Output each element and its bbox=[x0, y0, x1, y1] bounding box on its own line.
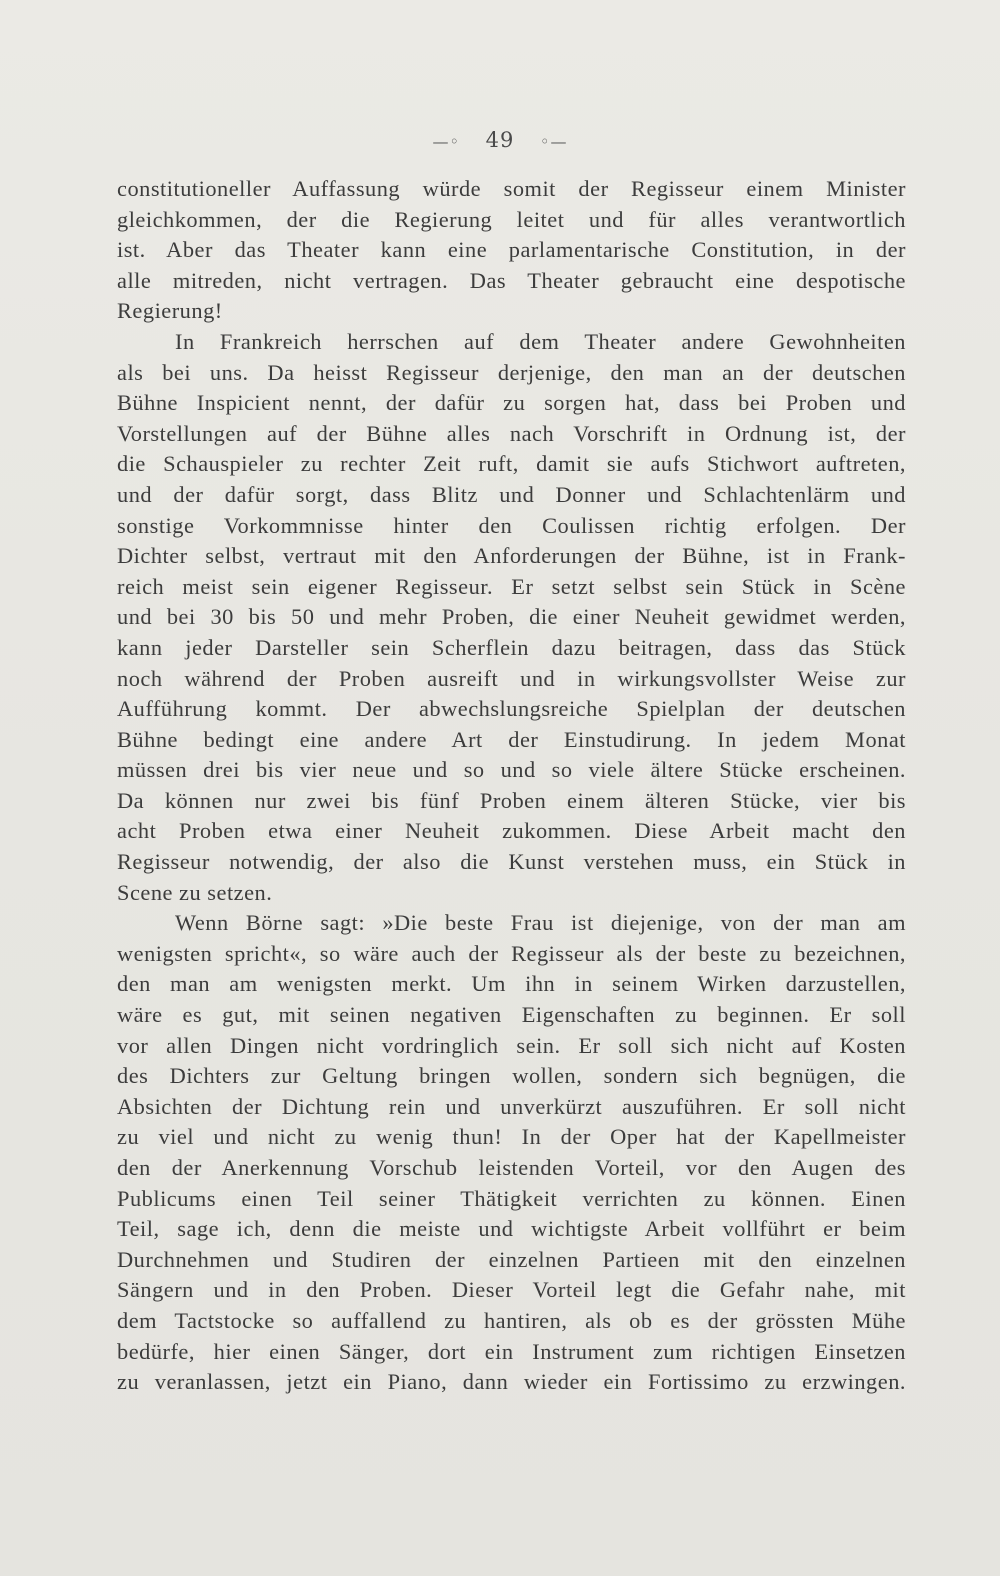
text-line: acht Proben etwa einer Neuheit zukommen. Diese Arbeit macht den bbox=[117, 818, 906, 844]
text-line: Publicums einen Teil seiner Thätigkeit verrichten zu können. Einen bbox=[117, 1185, 906, 1211]
text-line: noch während der Proben ausreift und in wirkungsvollster Weise zur bbox=[117, 665, 906, 691]
text-line: Teil, sage ich, denn die meiste und wichtigste Arbeit vollführt er beim bbox=[117, 1216, 906, 1242]
text-line: Absichten der Dichtung rein und unverkürzt auszuführen. Er soll nicht bbox=[117, 1093, 906, 1119]
text-line: Durchnehmen und Studiren der einzelnen Partieen mit den einzelnen bbox=[117, 1246, 906, 1272]
text-line: Da können nur zwei bis fünf Proben einem älteren Stücke, vier bis bbox=[117, 787, 906, 813]
text-line: Regierung! bbox=[117, 298, 223, 324]
text-line: Bühne bedingt eine andere Art der Einstudirung. In jedem Monat bbox=[117, 726, 906, 752]
paragraph-start-line: Wenn Börne sagt: »Die beste Frau ist diejenige, von der man am bbox=[175, 910, 906, 936]
body-text bbox=[117, 174, 906, 1398]
text-line: alle mitreden, nicht vertragen. Das Theater gebraucht eine despotische bbox=[117, 267, 906, 293]
text-line: kann jeder Darsteller sein Scherflein dazu beitragen, dass das Stück bbox=[117, 634, 906, 660]
text-line: reich meist sein eigener Regisseur. Er setzt selbst sein Stück in Scène bbox=[117, 573, 906, 599]
text-line: Aufführung kommt. Der abwechslungsreiche Spielplan der deutschen bbox=[117, 696, 906, 722]
text-line: des Dichters zur Geltung bringen wollen, sondern sich begnügen, die bbox=[117, 1063, 906, 1089]
text-line: ist. Aber das Theater kann eine parlamentarische Constitution, in der bbox=[117, 237, 906, 263]
text-line: und der dafür sorgt, dass Blitz und Donner und Schlachtenlärm und bbox=[117, 481, 906, 507]
text-line: Regisseur notwendig, der also die Kunst verstehen muss, ein Stück in bbox=[117, 849, 906, 875]
paragraph-start-line: In Frankreich herrschen auf dem Theater andere Gewohnheiten bbox=[175, 328, 906, 354]
text-line: gleichkommen, der die Regierung leitet und für alles verantwortlich bbox=[117, 206, 906, 232]
text-line: Dichter selbst, vertraut mit den Anforderungen der Bühne, ist in Frank- bbox=[117, 543, 906, 569]
text-line: Sängern und in den Proben. Dieser Vorteil legt die Gefahr nahe, mit bbox=[117, 1277, 906, 1303]
text-line: den der Anerkennung Vorschub leistenden Vorteil, vor den Augen des bbox=[117, 1155, 906, 1180]
text-line: wäre es gut, mit seinen negativen Eigenschaften zu beginnen. Er soll bbox=[117, 1002, 906, 1028]
folio-right-ornament: ◦— bbox=[540, 132, 568, 151]
text-line: Vorstellungen auf der Bühne alles nach Vorschrift in Ordnung ist, der bbox=[117, 420, 906, 446]
text-line: bedürfe, hier einen Sänger, dort ein Instrument zum richtigen Einsetzen bbox=[117, 1338, 906, 1364]
text-line: Scene zu setzen. bbox=[117, 879, 273, 905]
text-line: dem Tactstocke so auffallend zu hantiren, als ob es der grössten Mühe bbox=[117, 1307, 906, 1333]
text-line: wenigsten spricht«, so wäre auch der Regisseur als der beste zu bezeichnen, bbox=[117, 940, 906, 966]
folio-left-ornament: —◦ bbox=[432, 132, 460, 151]
text-line: sonstige Vorkommnisse hinter den Coulissen richtig erfolgen. Der bbox=[117, 512, 906, 538]
text-line: constitutioneller Auffassung würde somit der Regisseur einem Minister bbox=[117, 176, 906, 201]
text-line: und bei 30 bis 50 und mehr Proben, die einer Neuheit gewidmet werden, bbox=[117, 604, 906, 630]
page-number: 49 bbox=[485, 128, 515, 152]
text-line: Bühne Inspicient nennt, der dafür zu sorgen hat, dass bei Proben und bbox=[117, 390, 906, 416]
text-line: die Schauspieler zu rechter Zeit ruft, damit sie aufs Stichwort auftreten, bbox=[117, 451, 906, 477]
text-line: als bei uns. Da heisst Regisseur derjenige, den man an der deutschen bbox=[117, 359, 906, 385]
text-line: vor allen Dingen nicht vordringlich sein. Er soll sich nicht auf Kosten bbox=[117, 1032, 906, 1058]
text-line: zu veranlassen, jetzt ein Piano, dann wieder ein Fortissimo zu erzwingen. bbox=[117, 1369, 906, 1395]
text-line: den man am wenigsten merkt. Um ihn in seinem Wirken darzustellen, bbox=[117, 971, 906, 997]
text-line: müssen drei bis vier neue und so und so viele ältere Stücke erscheinen. bbox=[117, 757, 906, 783]
page-header bbox=[0, 128, 1000, 152]
text-line: zu viel und nicht zu wenig thun! In der Oper hat der Kapellmeister bbox=[117, 1124, 906, 1150]
